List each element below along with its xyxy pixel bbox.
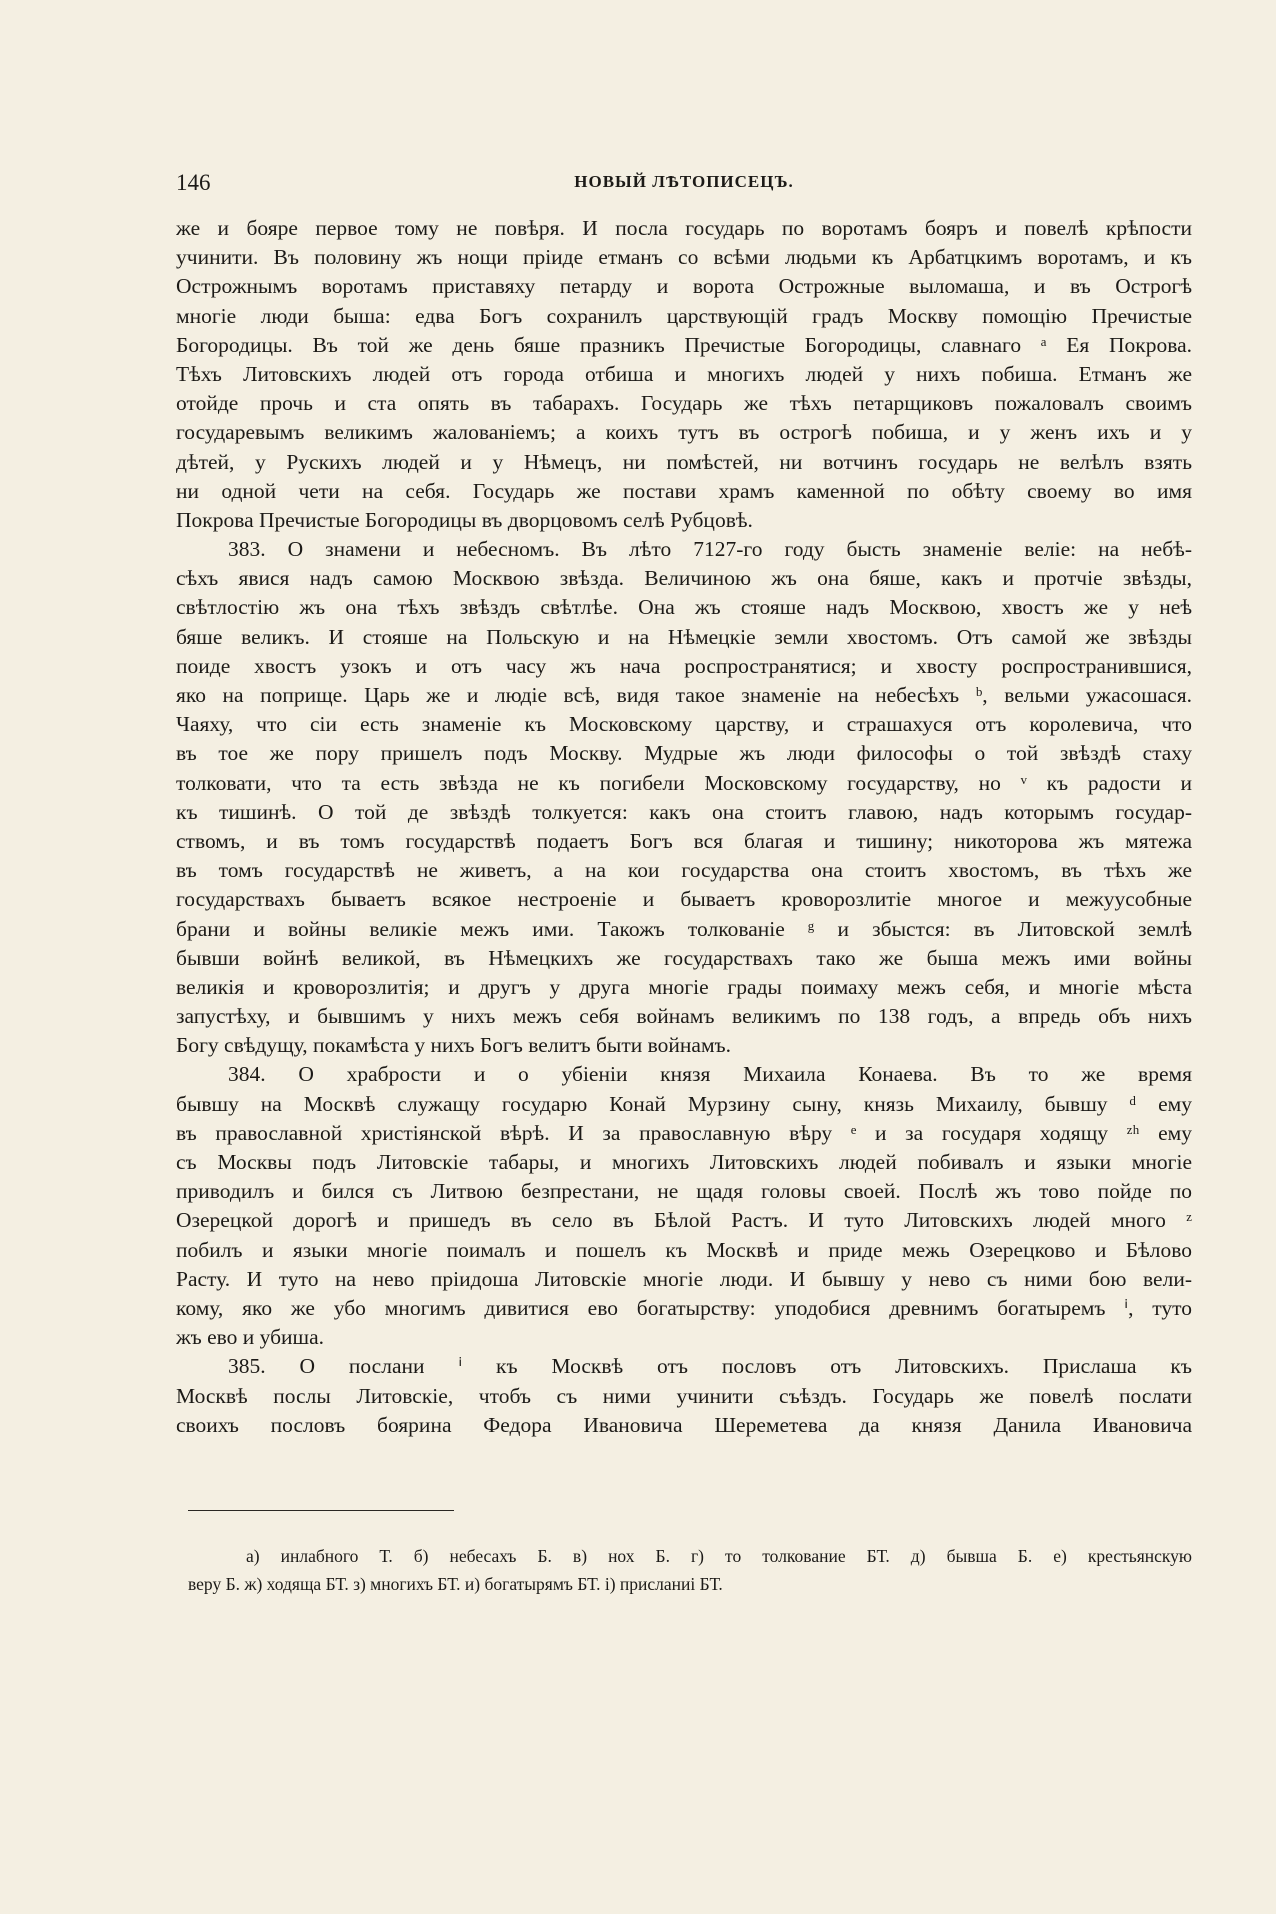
page-header — [176, 168, 1192, 200]
text-line: многіе люди быша: едва Богъ сохранилъ царствующій градъ Москву помощію Пречистые — [176, 303, 1192, 328]
text-line: бывшу на Москвѣ служащу государю Конай Мурзину сыну, князь Михаилу, бывшу ᵈ ему — [176, 1091, 1192, 1116]
footnote-line: а) инлабного Т. б) небесахъ Б. в) нох Б. г) то толкование БТ. д) бывша Б. е) крестьянскую — [246, 1546, 1192, 1566]
text-line: Тѣхъ Литовскихъ людей отъ города отбиша и многихъ людей у нихъ побиша. Етманъ же — [176, 361, 1192, 386]
footnotes — [188, 1542, 1192, 1598]
footnote-divider — [188, 1510, 454, 1511]
text-line: государствахъ бываетъ всякое нестроеніе и бываетъ кроворозлитіе многое и межуусобные — [176, 887, 1192, 912]
text-line: учинити. Въ половину жъ нощи пріиде етманъ со всѣми людьми къ Арбатцкимъ воротамъ, и къ — [176, 245, 1192, 270]
text-line: въ православной христіянской вѣрѣ. И за православную вѣру ᵉ и за государя ходящу ᶻʰ ему — [176, 1120, 1192, 1145]
text-line: сѣхъ явися надъ самою Москвою звѣзда. Величиною жъ она бяше, какъ и протчіе звѣзды, — [176, 566, 1192, 591]
text-line: толковати, что та есть звѣзда не къ погибели Московскому государству, но ᵛ къ радости и — [176, 770, 1192, 795]
text-line: Богородицы. Въ той же день бяше празникъ Пречистые Богородицы, славнаго ᵃ Ея Покрова. — [176, 332, 1192, 357]
text-line: запустѣху, и бывшимъ у нихъ межъ себя войнамъ великимъ по 138 годъ, а впредь объ нихъ — [176, 1004, 1192, 1029]
text-line: въ томъ государствѣ не живетъ, а на кои государства она стоитъ хвостомъ, въ тѣхъ же — [176, 858, 1192, 883]
text-line: 383. О знамени и небесномъ. Въ лѣто 7127-го году бысть знаменіе веліе: на небѣ- — [228, 537, 1192, 562]
running-title: НОВЫЙ ЛѢТОПИСЕЦЪ. — [574, 172, 794, 191]
text-line: Москвѣ послы Литовскіе, чтобъ съ ними учинити съѣздъ. Государь же повелѣ послати — [176, 1383, 1192, 1408]
text-line: бывши войнѣ великой, въ Нѣмецкихъ же государствахъ тако же быша межъ ими войны — [176, 945, 1192, 970]
text-line: 384. О храбрости и о убіеніи князя Михаила Конаева. Въ то же время — [228, 1062, 1192, 1087]
text-line: яко на поприще. Царь же и людіе всѣ, видя такое знаменіе на небесѣхъ ᵇ, вельми ужасошася. — [176, 683, 1192, 707]
body-text — [176, 214, 1192, 1440]
text-line: жъ ево и убиша. — [176, 1325, 325, 1350]
text-line: 385. О послани ⁱ къ Москвѣ отъ пословъ отъ Литовскихъ. Прислаша къ — [228, 1354, 1192, 1379]
text-line: побилъ и языки многіе поималъ и пошелъ къ Москвѣ и приде межь Озерецково и Бѣлово — [176, 1237, 1192, 1262]
text-line: своихъ пословъ боярина Федора Ивановича Шереметева да князя Данила Ивановича — [176, 1412, 1192, 1437]
text-line: свѣтлостію жъ она тѣхъ звѣздъ свѣтлѣе. Она жъ стояше надъ Москвою, хвостъ же у неѣ — [176, 595, 1192, 620]
text-line: Чаяху, что сіи есть знаменіе къ Московскому царству, и страшахуся отъ королевича, что — [176, 712, 1192, 737]
page-number: 146 — [176, 170, 211, 195]
text-line: отойде прочь и ста опять въ табарахъ. Государь же тѣхъ петарщиковъ пожаловалъ своимъ — [176, 391, 1192, 416]
text-line: же и бояре первое тому не повѣря. И посла государь по воротамъ бояръ и повелѣ крѣпости — [176, 216, 1192, 240]
text-line: бяше великъ. И стояше на Польскую и на Нѣмецкіе земли хвостомъ. Отъ самой же звѣзды — [176, 624, 1192, 649]
text-line: съ Москвы подъ Литовскіе табары, и многихъ Литовскихъ людей побивалъ и языки многіе — [176, 1150, 1192, 1174]
text-line: приводилъ и бился съ Литвою безпрестани, не щадя головы своей. Послѣ жъ тово пойде по — [176, 1179, 1192, 1204]
text-line: Покрова Пречистые Богородицы въ дворцовомъ селѣ Рубцовѣ. — [176, 507, 753, 532]
text-line: великія и кроворозлитія; и другъ у друга многіе грады поимаху межъ себя, и многіе мѣста — [176, 974, 1192, 999]
text-line: Расту. И туто на нево пріидоша Литовскіе многіе люди. И бывшу у нево съ ними бою вели- — [176, 1266, 1192, 1291]
text-line: Озерецкой дорогѣ и пришедъ въ село въ Бѣлой Растъ. И туто Литовскихъ людей много ᶻ — [176, 1208, 1192, 1233]
text-line: ни одной чети на себя. Государь же постави храмъ каменной по обѣту своему во имя — [176, 478, 1192, 503]
text-line: Богу свѣдущу, покамѣста у нихъ Богъ велитъ быти войнамъ. — [176, 1033, 732, 1058]
text-line: дѣтей, у Рускихъ людей и у Нѣмецъ, ни помѣстей, ни вотчинъ государь не велѣлъ взять — [176, 449, 1192, 474]
text-line: Острожнымъ воротамъ приставяху петарду и ворота Острожные выломаша, и въ Острогѣ — [176, 274, 1192, 299]
footnote-line: веру Б. ж) ходяща БТ. з) многихъ БТ. и) богатырямъ БТ. і) присланиі БТ. — [188, 1574, 723, 1594]
text-line: къ тишинѣ. О той де звѣздѣ толкуется: какъ она стоитъ главою, надъ которымъ государ- — [176, 799, 1192, 824]
text-line: кому, яко же убо многимъ дивитися ево богатырству: уподобися древнимъ богатыремъ ⁱ, туто — [176, 1295, 1192, 1320]
text-line: въ тое же пору пришелъ подъ Москву. Мудрые жъ люди философы о той звѣздѣ стаху — [176, 741, 1192, 766]
text-line: государевымъ великимъ жалованіемъ; а коихъ тутъ въ острогѣ побиша, и у женъ ихъ и у — [176, 420, 1192, 445]
text-line: ствомъ, и въ томъ государствѣ подаетъ Богъ вся благая и тишину; никоторова жъ мятежа — [176, 828, 1192, 853]
text-line: поиде хвостъ узокъ и отъ часу жъ нача роспространятися; и хвосту роспространившися, — [176, 653, 1192, 678]
text-line: брани и войны великіе межъ ими. Такожъ толкованіе ᵍ и збыстся: въ Литовской землѣ — [176, 916, 1192, 941]
